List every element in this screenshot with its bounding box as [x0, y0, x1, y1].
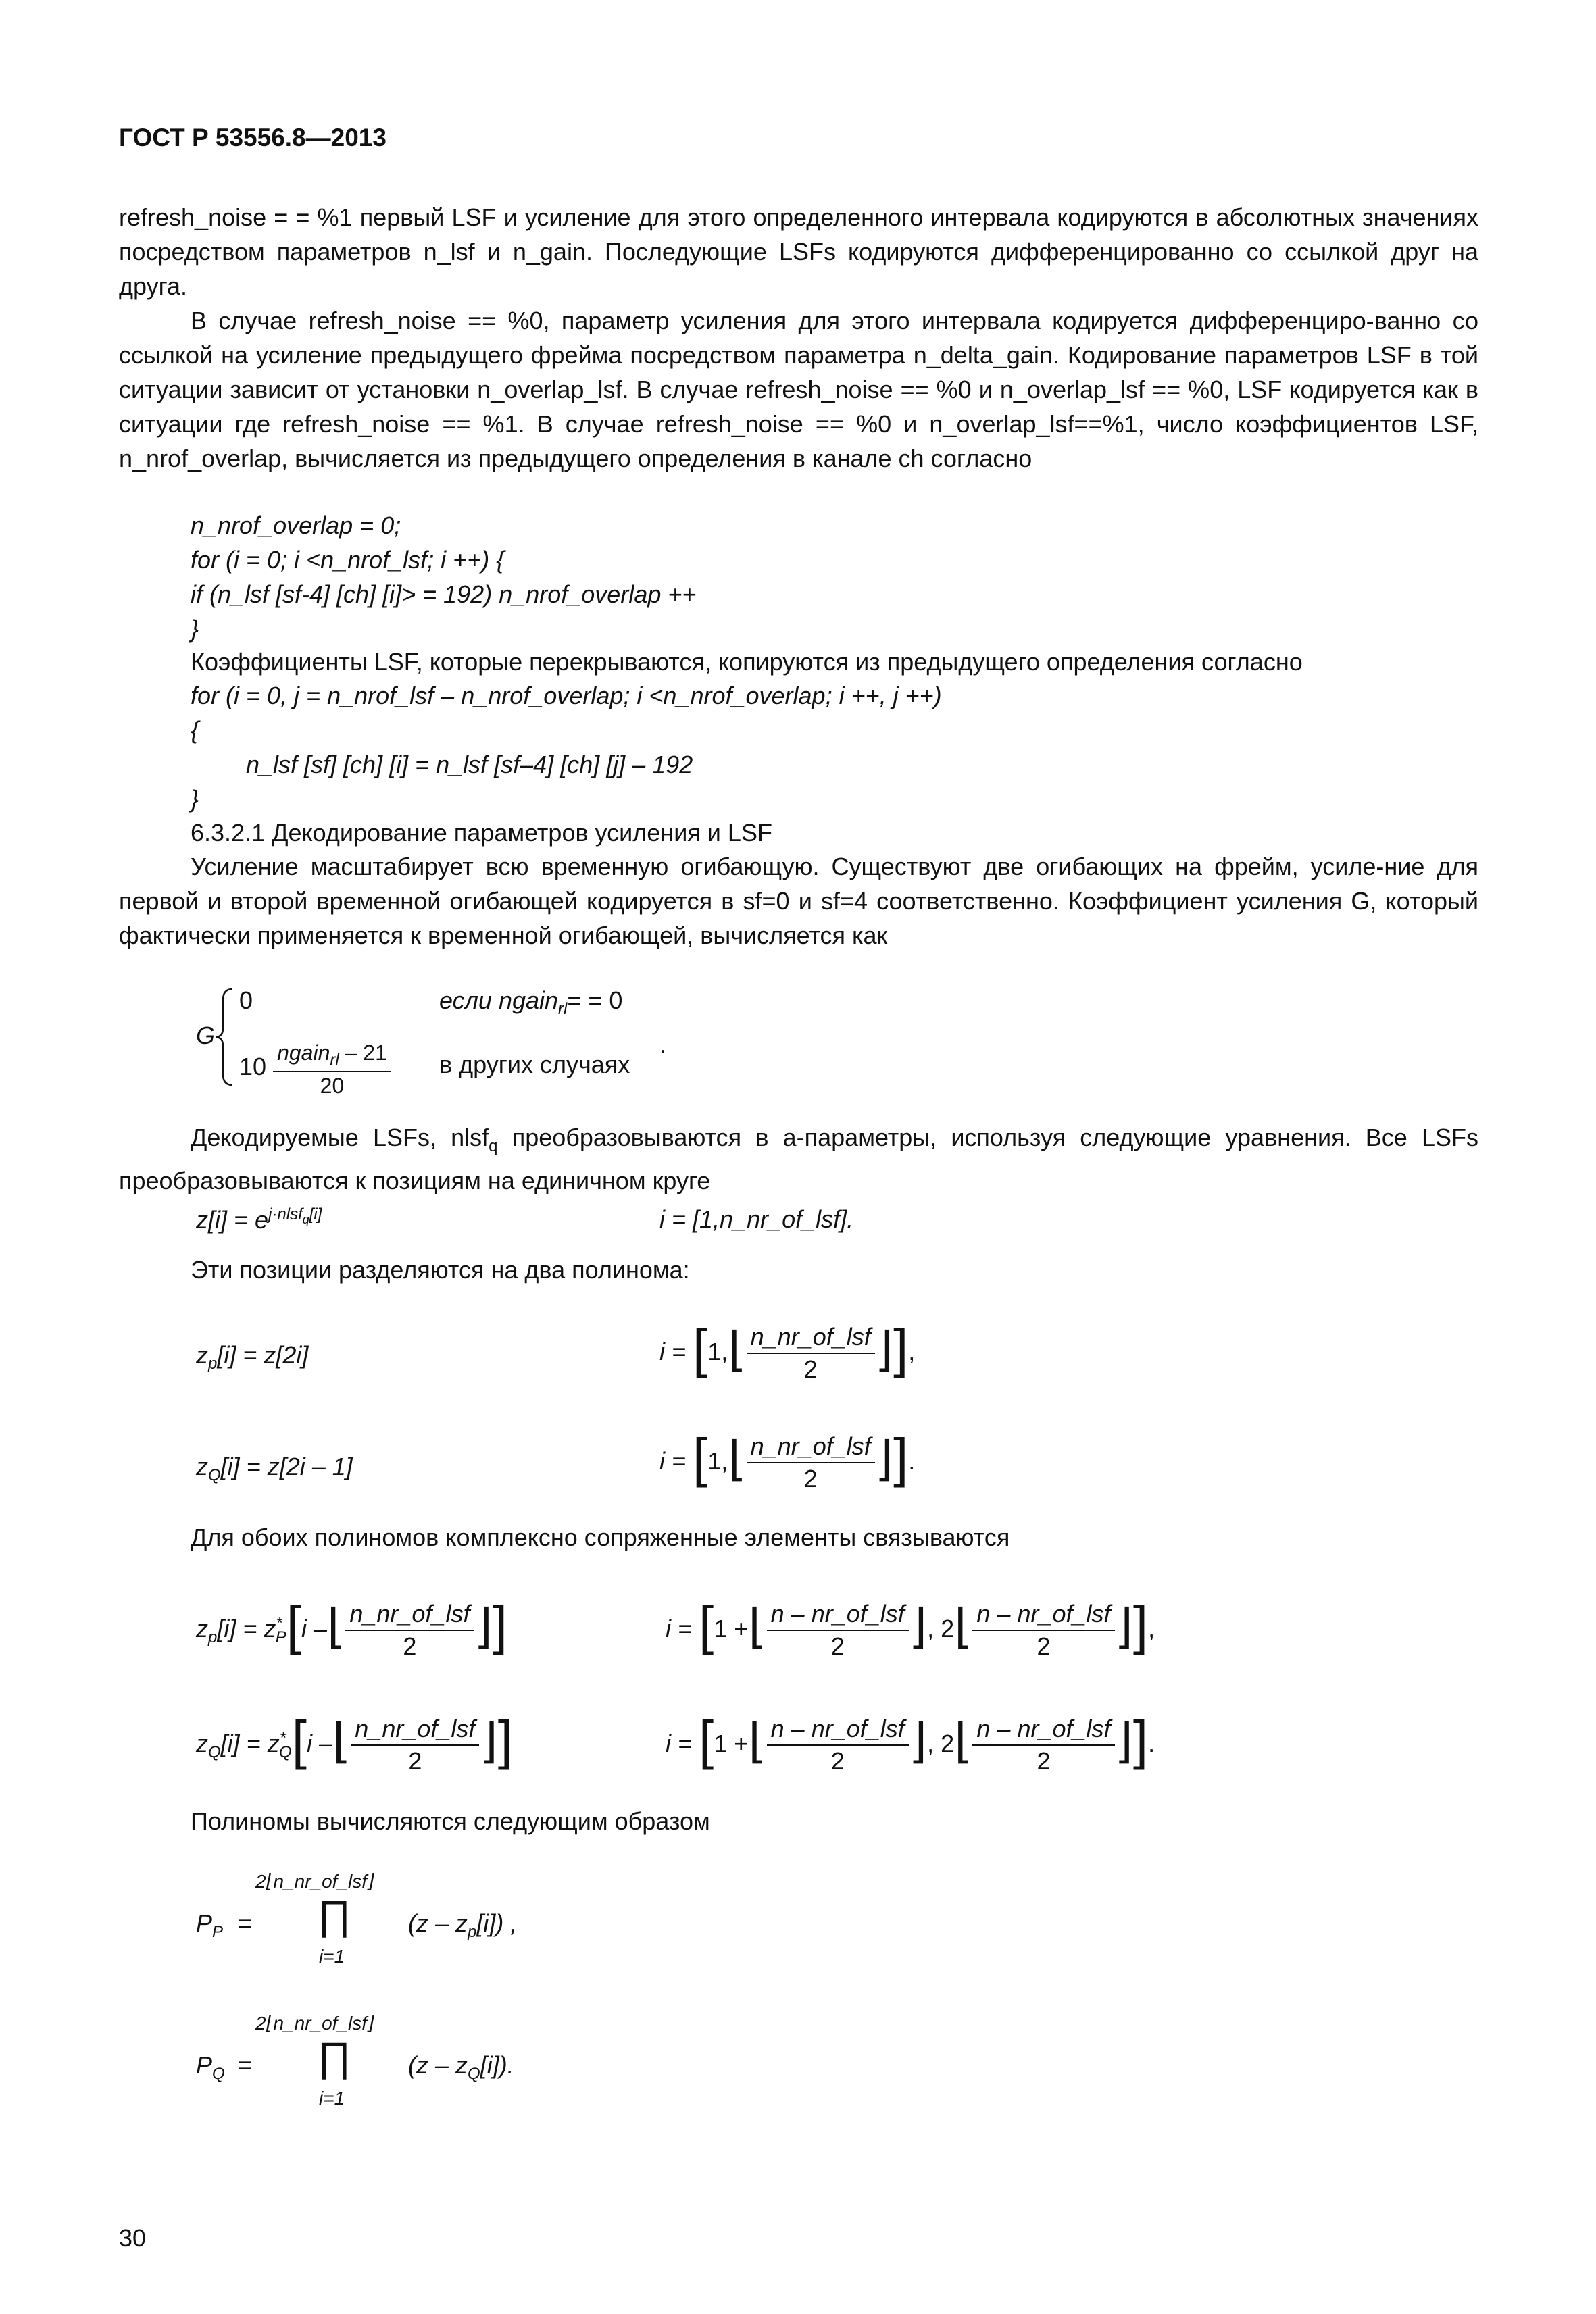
page-number: 30: [119, 2224, 147, 2252]
eq-pp-lower: i=1: [319, 1946, 345, 1967]
paragraph-3: Коэффициенты LSF, которые перекрываются, копируются из предыдущего определения согласно: [191, 648, 1303, 676]
eq-zq-rhs: i = [1,⌊ $\frac{\text{n\_nr\_of\_lsf}}{2}$ ⌋].: [659, 1428, 916, 1493]
paragraph-7: Для обоих полиномов комплексно сопряженные элементы связываются: [191, 1524, 1010, 1551]
eq-pp-product-icon: ∏: [318, 1892, 351, 1938]
eq-z-lhs: $z[i] = e^{j\cdot nlsf_q[i]}$: [196, 1205, 322, 1234]
code-line: if (n_lsf [sf-4] [ch] [i]> = 192) n_nrof_overlap ++: [191, 580, 697, 608]
eq-conj2-lhs: $z_Q[i] = z^*_Q[i$ –⌊ $\frac{\text{n\_nr\_of\_lsf}}{2}$ ⌋]: [196, 1710, 513, 1776]
eq-g-end: .: [659, 1030, 667, 1058]
eq-g-brace: [215, 986, 235, 1088]
eq-zp-lhs: $z_p[i] = z[2i]$: [196, 1341, 309, 1374]
paragraph-6: Эти позиции разделяются на два полинома:: [191, 1256, 690, 1284]
eq-pq-product-icon: ∏: [318, 2034, 351, 2080]
eq-g-case2-value: 10 $\frac{ngain_{rl} - 21}{20}$: [239, 1032, 391, 1099]
code-line: for (i = 0, j = n_nrof_lsf – n_nrof_overlap; i <n_nrof_overlap; i ++, j ++): [191, 682, 942, 709]
code-line: {: [191, 716, 199, 744]
code-line: n_nrof_overlap = 0;: [191, 511, 401, 539]
eq-pp-equals: =: [238, 1909, 253, 1937]
code-line: for (i = 0; i <n_nrof_lsf; i ++) {: [191, 546, 505, 574]
eq-conj2-rhs: i = [1 +⌊ $\frac{\text{n – nr\_of\_lsf}}{2}$ ⌋, 2⌊ $\frac{\text{n – nr\_of\_lsf}}{2}$ ⌋].: [666, 1710, 1155, 1776]
eq-pq-lower: i=1: [319, 2088, 345, 2109]
eq-g-case2-condition: в других случаях: [439, 1051, 630, 1078]
document-header: ГОСТ Р 53556.8—2013: [119, 124, 386, 151]
eq-pp-upper: 2⌊n_nr_of_lsf⌋: [255, 1871, 374, 1892]
eq-conj1-rhs: i = [1 +⌊ $\frac{\text{n – nr\_of\_lsf}}{2}$ ⌋, 2⌊ $\frac{\text{n – nr\_of\_lsf}}{2}$ ⌋],: [666, 1595, 1155, 1661]
eq-g-case1-condition: если ngain$_{rl}$= = 0: [439, 986, 623, 1019]
eq-pq-body: $(z - z_Q[i])$.: [408, 2051, 514, 2084]
eq-zp-rhs: i = [1,⌊ $\frac{\text{n\_nr\_of\_lsf}}{2}$ ⌋],: [659, 1318, 916, 1384]
eq-g-case1-value: 0: [239, 986, 253, 1014]
eq-pq-upper: 2⌊n_nr_of_lsf⌋: [255, 2013, 374, 2034]
eq-pq-lhs: $P_Q$: [196, 2051, 225, 2084]
eq-zq-lhs: $z_Q[i] = z[2i - 1]$: [196, 1453, 353, 1485]
code-line: }: [191, 785, 199, 813]
paragraph-4: Усиление масштабирует всю временную огибающую. Существуют две огибающих на фрейм, усиле-ние для первой и второй временной огибающей кодируется в sf=0 и sf=4 соответственно. Коэффициент усиления G, который фактически применяется к временной огибающей, вычисляется как: [119, 853, 1478, 949]
eq-pp-body: $(z - z_p[i])$ ,: [408, 1909, 518, 1942]
paragraph-1: refresh_noise = = %1 первый LSF и усиление для этого определенного интервала кодируются в абсолютных значениях посредством параметров n_lsf и n_gain. Последующие LSFs кодируются дифференцированно со ссылкой друг на друга.: [119, 203, 1478, 300]
code-line: n_lsf [sf] [ch] [i] = n_lsf [sf–4] [ch] [j] – 192: [246, 751, 693, 778]
section-heading: 6.3.2.1 Декодирование параметров усиления и LSF: [191, 819, 772, 847]
eq-pp-lhs: $P_P$: [196, 1909, 224, 1942]
eq-pq-equals: =: [238, 2051, 253, 2079]
eq-conj1-lhs: $z_p[i] = z^*_P[i$ –⌊ $\frac{\text{n\_nr\_of\_lsf}}{2}$ ⌋]: [196, 1595, 507, 1661]
paragraph-5: Декодируемые LSFs, nlsf$_q$ преобразовываются в a-параметры, используя следующие уравнения. Все LSFs преобразовываются к позициям на единичном круге: [119, 1124, 1478, 1195]
code-line: }: [191, 615, 199, 643]
paragraph-2: В случае refresh_noise == %0, параметр усиления для этого интервала кодируется дифференциро-ванно со ссылкой на усиление предыдущего фрейма посредством параметра n_delta_gain. Кодирование параметров LSF в той ситуации зависит от установки n_overlap_lsf. В случае refresh_noise == %0 и n_overlap_lsf == %0, LSF кодируется как в ситуации где refresh_noise == %1. В случае refresh_noise == %0 и n_overlap_lsf==%1, число коэффициентов LSF, n_nrof_overlap, вычисляется из предыдущего определения в канале ch согласно: [119, 307, 1478, 472]
eq-g-lhs: G: [196, 1022, 216, 1049]
paragraph-8: Полиномы вычисляются следующим образом: [191, 1807, 710, 1835]
eq-z-rhs: i = [1,n_nr_of_lsf].: [659, 1205, 854, 1233]
